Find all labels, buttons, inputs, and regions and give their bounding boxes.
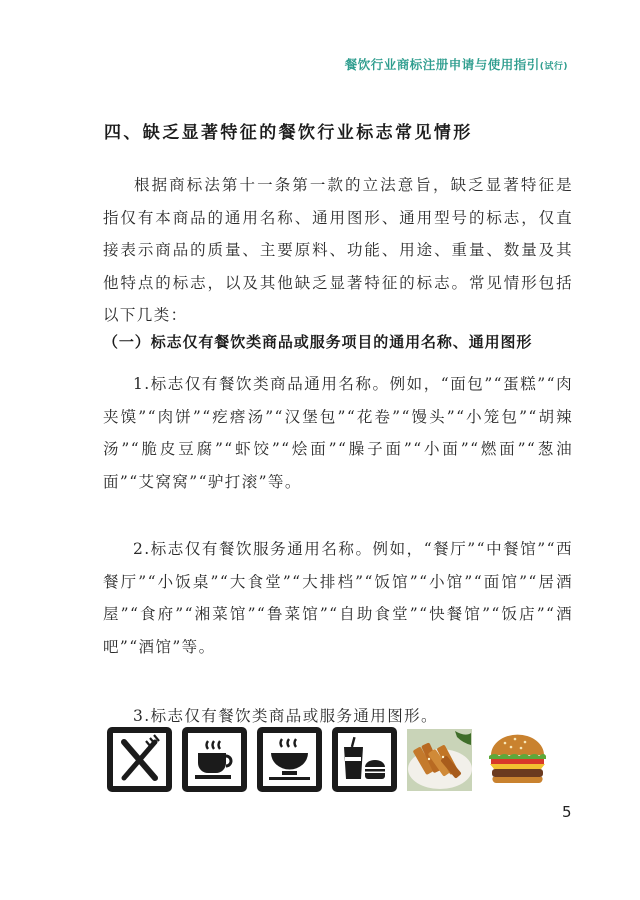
fast-food-icon <box>332 727 397 792</box>
coffee-cup-icon <box>182 727 247 792</box>
fries-photo <box>407 729 472 791</box>
item-2-paragraph: 2.标志仅有餐饮服务通用名称。例如，“餐厅”“中餐馆”“西餐厅”“小饭桌”“大食堂”“大排档”“饭馆”“小馆”“面馆”“居酒屋”“食府”“湘菜馆”“鲁菜馆”“自助食堂”“快餐馆”“饭店”“酒吧”“酒馆”等。 <box>103 540 573 656</box>
header-title: 餐饮行业商标注册申请与使用指引 <box>344 57 540 72</box>
fork-knife-icon <box>107 727 172 792</box>
intro-paragraph: 根据商标法第十一条第一款的立法意旨，缺乏显著特征是指仅有本商品的通用名称、通用图形、通用型号的标志，仅直接表示商品的质量、主要原料、功能、用途、重量、数量及其他特点的标志，以及其他缺乏显著特征的标志。常见情形包括以下几类： <box>103 176 573 324</box>
burger-photo <box>485 729 550 791</box>
item-3-paragraph: 3.标志仅有餐饮类商品或服务通用图形。 <box>133 707 438 725</box>
running-header <box>345 55 568 73</box>
section-title: 四、缺乏显著特征的餐饮行业标志常见情形 <box>104 123 473 143</box>
header-subtitle: (试行) <box>539 62 568 72</box>
subheading: （一）标志仅有餐饮类商品或服务项目的通用名称、通用图形 <box>103 333 533 351</box>
page-number: 5 <box>562 803 572 821</box>
hot-bowl-icon <box>257 727 322 792</box>
item-1-paragraph: 1.标志仅有餐饮类商品通用名称。例如，“面包”“蛋糕”“肉夹馍”“肉饼”“疙瘩汤”“汉堡包”“花卷”“馒头”“小笼包”“胡辣汤”“脆皮豆腐”“虾饺”“烩面”“臊子面”“小面”“燃面”“葱油面”“艾窝窝”“驴打滚”等。 <box>103 375 573 491</box>
